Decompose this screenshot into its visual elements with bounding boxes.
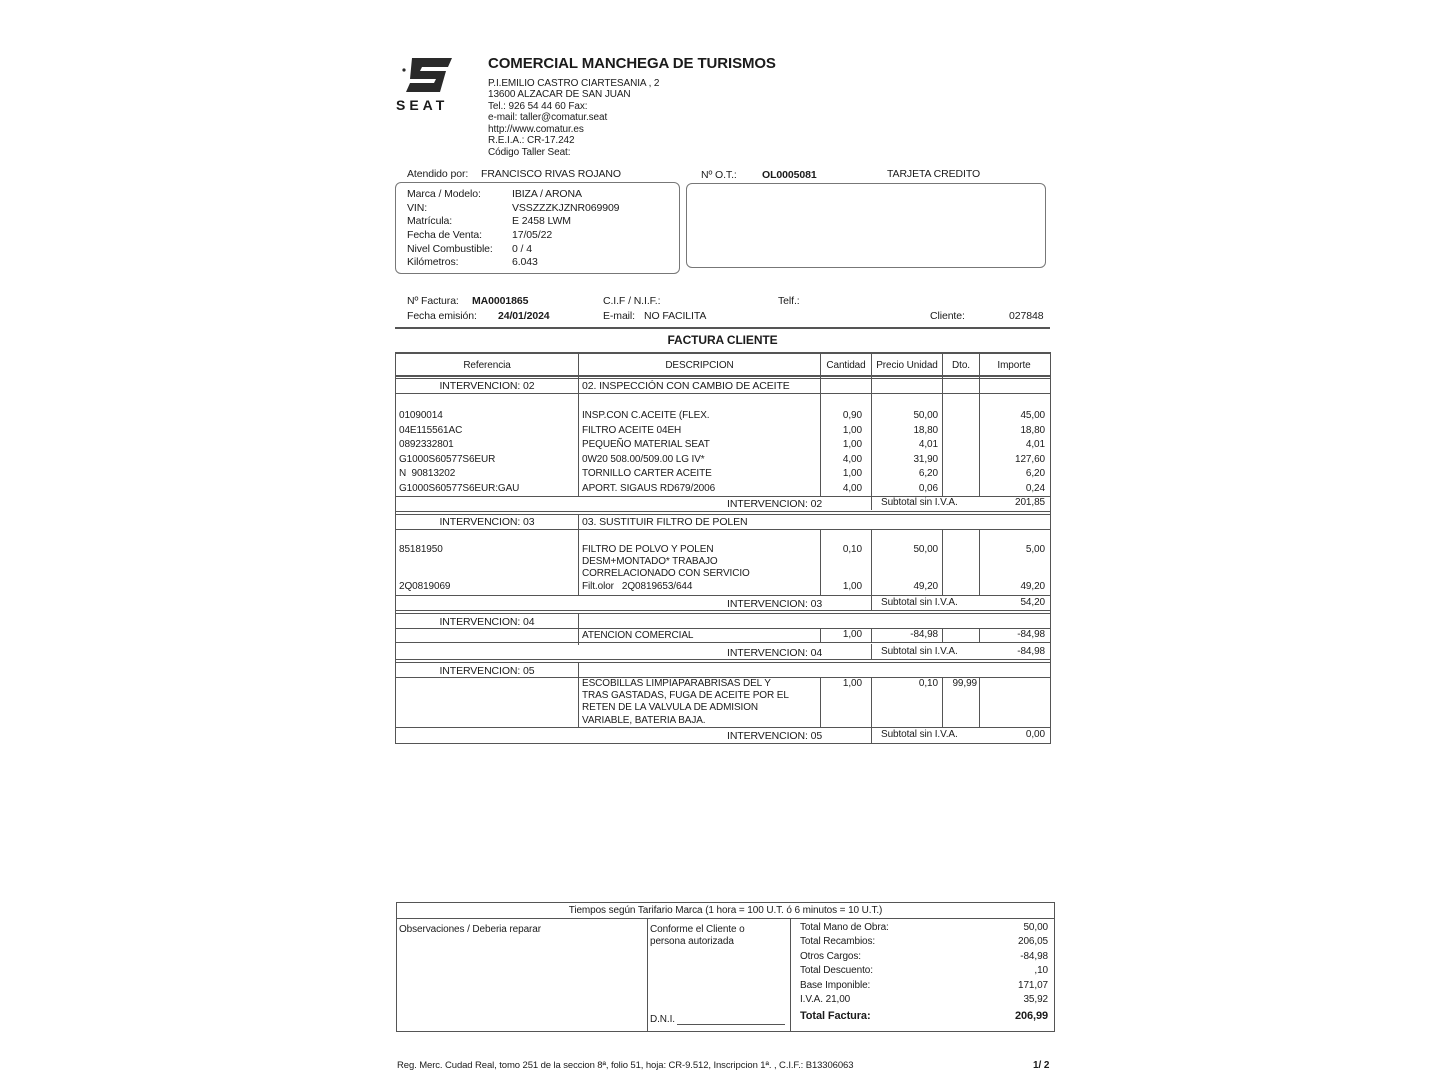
total-value: 206,05	[1018, 936, 1048, 947]
vehicle-value: IBIZA / ARONA	[512, 188, 582, 200]
item-amounts: 45,00 18,80 4,01 127,60 6,20 0,24	[1015, 410, 1045, 494]
company-phone: Tel.: 926 54 44 60 Fax:	[488, 101, 588, 112]
subtotal-label: Subtotal sin I.V.A.	[881, 729, 958, 740]
registry-info: Reg. Merc. Cudad Real, tomo 251 de la seccion 8ª, folio 51, hoja: CR-9.512, Inscripcion 1ª. , C.I.F.: B13306063	[397, 1060, 854, 1071]
company-name: COMERCIAL MANCHEGA DE TURISMOS	[488, 55, 776, 72]
item-amounts: 5,00 49,20	[1020, 544, 1045, 592]
header-price: Precio Unidad	[876, 360, 938, 371]
item-discounts: 99,99	[952, 678, 977, 689]
section-footer-label: INTERVENCION: 05	[727, 730, 823, 742]
cif-label: C.I.F / N.I.F.:	[603, 295, 661, 307]
header-amount: Importe	[997, 360, 1031, 371]
attended-label: Atendido por:	[407, 168, 469, 180]
total-value: ,10	[1034, 965, 1048, 976]
total-value: 35,92	[1023, 994, 1048, 1005]
total-label: Total Recambios:	[800, 936, 876, 947]
item-references: 85181950 2Q0819069	[399, 544, 451, 592]
total-label: I.V.A. 21,00	[800, 994, 851, 1005]
tel-label: Telf.:	[778, 295, 800, 307]
subtotal-label: Subtotal sin I.V.A.	[881, 597, 958, 608]
invoice-number: MA0001865	[472, 295, 529, 307]
conformity-label: Conforme el Cliente o persona autorizada	[650, 924, 745, 948]
header-qty: Cantidad	[826, 360, 866, 371]
subtotal-label: Subtotal sin I.V.A.	[881, 497, 958, 508]
seat-logo	[396, 54, 468, 114]
item-prices: -84,98	[910, 629, 938, 640]
total-label: Base Imponible:	[800, 980, 871, 991]
subtotal-value: 0,00	[1025, 729, 1045, 740]
section-label: INTERVENCION: 05	[439, 665, 535, 677]
section-footer-label: INTERVENCION: 04	[727, 647, 823, 659]
section-label: INTERVENCION: 04	[439, 616, 535, 628]
header-ref: Referencia	[463, 360, 511, 371]
item-prices: 50,00 18,80 4,01 31,90 6,20 0,06	[913, 410, 938, 494]
item-prices: 50,00 49,20	[913, 544, 938, 592]
company-web: http://www.comatur.es	[488, 124, 584, 135]
subtotal-label: Subtotal sin I.V.A.	[881, 646, 958, 657]
section-footer-label: INTERVENCION: 03	[727, 598, 823, 610]
item-quantities: 0,10 1,00	[842, 544, 862, 592]
header-divider	[395, 327, 1050, 329]
header-desc: DESCRIPCION	[665, 360, 734, 371]
section-footer-label: INTERVENCION: 02	[727, 498, 823, 510]
vehicle-value: 17/05/22	[512, 229, 553, 241]
total-value: 50,00	[1023, 922, 1048, 933]
grand-total-value: 206,99	[1014, 1010, 1048, 1022]
item-amounts: -84,98	[1017, 629, 1045, 640]
company-city: 13600 ALZACAR DE SAN JUAN	[488, 89, 631, 100]
vehicle-label: Kilómetros:	[407, 256, 459, 268]
invoice-title: FACTURA CLIENTE	[667, 333, 778, 347]
vehicle-label: VIN:	[407, 202, 428, 214]
vehicle-label: Nivel Combustible:	[407, 243, 493, 255]
client-address-box	[686, 183, 1046, 268]
total-label: Total Descuento:	[800, 965, 873, 976]
section-title: 02. INSPECCIÓN CON CAMBIO DE ACEITE	[582, 380, 790, 392]
page-number: 1/ 2	[1033, 1060, 1050, 1071]
item-quantities: 0,90 1,00 1,00 4,00 1,00 4,00	[842, 410, 862, 494]
seat-wordmark: SEAT	[396, 97, 449, 113]
total-value: -84,98	[1020, 951, 1048, 962]
item-quantities: 1,00	[842, 678, 862, 689]
item-quantities: 1,00	[842, 629, 862, 640]
totals-box	[396, 902, 1055, 1032]
vehicle-label: Marca / Modelo:	[407, 188, 481, 200]
order-label: Nº O.T.:	[701, 169, 737, 181]
total-label: Total Mano de Obra:	[800, 922, 889, 933]
payment-method: TARJETA CREDITO	[887, 168, 981, 180]
observations-label: Observaciones / Deberia reparar	[399, 924, 541, 935]
subtotal-value: -84,98	[1017, 646, 1045, 657]
invoice-date-label: Fecha emisión:	[407, 310, 477, 322]
grand-total-label: Total Factura:	[800, 1010, 871, 1022]
item-references: 01090014 04E115561AC 0892332801 G1000S60577S6EUR N 90813202 G1000S60577S6EUR:GAU	[399, 410, 520, 494]
invoice-number-label: Nº Factura:	[407, 295, 459, 307]
company-reia: R.E.I.A.: CR-17.242	[488, 135, 575, 146]
company-email: e-mail: taller@comatur.seat	[488, 112, 608, 123]
item-descriptions: FILTRO DE POLVO Y POLEN DESM+MONTADO* TRABAJO CORRELACIONADO CON SERVICIO Filt.olor 2Q0819653/644	[582, 544, 750, 592]
item-descriptions: INSP.CON C.ACEITE (FLEX. FILTRO ACEITE 04EH PEQUEÑO MATERIAL SEAT 0W20 508.00/509.00 LG IV* TORNILLO CARTER ACEITE APORT. SIGAUS RD679/2006	[582, 410, 716, 494]
section-label: INTERVENCION: 02	[439, 380, 535, 392]
vehicle-value: VSSZZZKJZNR069909	[512, 202, 620, 214]
subtotal-value: 54,20	[1020, 597, 1045, 608]
item-prices: 0,10	[918, 678, 938, 689]
total-label: Otros Cargos:	[800, 951, 861, 962]
dni-label: D.N.I.	[650, 1014, 675, 1025]
order-number: OL0005081	[762, 169, 817, 181]
section-label: INTERVENCION: 03	[439, 516, 535, 528]
section-title: 03. SUSTITUIR FILTRO DE POLEN	[582, 516, 748, 528]
dni-line	[677, 1024, 785, 1025]
header-dto: Dto.	[952, 360, 970, 371]
subtotal-value: 201,85	[1015, 497, 1045, 508]
seat-s-icon	[396, 54, 468, 96]
times-note: Tiempos según Tarifario Marca (1 hora = 100 U.T. ó 6 minutos = 10 U.T.)	[568, 905, 883, 916]
client-email: NO FACILITA	[644, 310, 707, 322]
vehicle-value: E 2458 LWM	[512, 215, 571, 227]
attended-value: FRANCISCO RIVAS ROJANO	[481, 168, 621, 180]
vehicle-label: Matrícula:	[407, 215, 453, 227]
vehicle-value: 6.043	[512, 256, 538, 268]
invoice-date: 24/01/2024	[498, 310, 550, 322]
total-value: 171,07	[1018, 980, 1048, 991]
company-address: P.I.EMILIO CASTRO CIARTESANIA , 2	[488, 78, 660, 89]
vehicle-label: Fecha de Venta:	[407, 229, 482, 241]
item-descriptions: ATENCION COMERCIAL	[582, 630, 694, 641]
client-label: Cliente:	[930, 310, 965, 322]
client-number: 027848	[1009, 310, 1044, 322]
company-workshop-code: Código Taller Seat:	[488, 147, 571, 158]
vehicle-value: 0 / 4	[512, 243, 532, 255]
client-email-label: E-mail:	[603, 310, 635, 322]
item-descriptions: ESCOBILLAS LIMPIAPARABRISAS DEL Y TRAS GASTADAS, FUGA DE ACEITE POR EL RETEN DE LA VALVULA DE ADMISION VARIABLE, BATERIA BAJA.	[582, 678, 789, 726]
